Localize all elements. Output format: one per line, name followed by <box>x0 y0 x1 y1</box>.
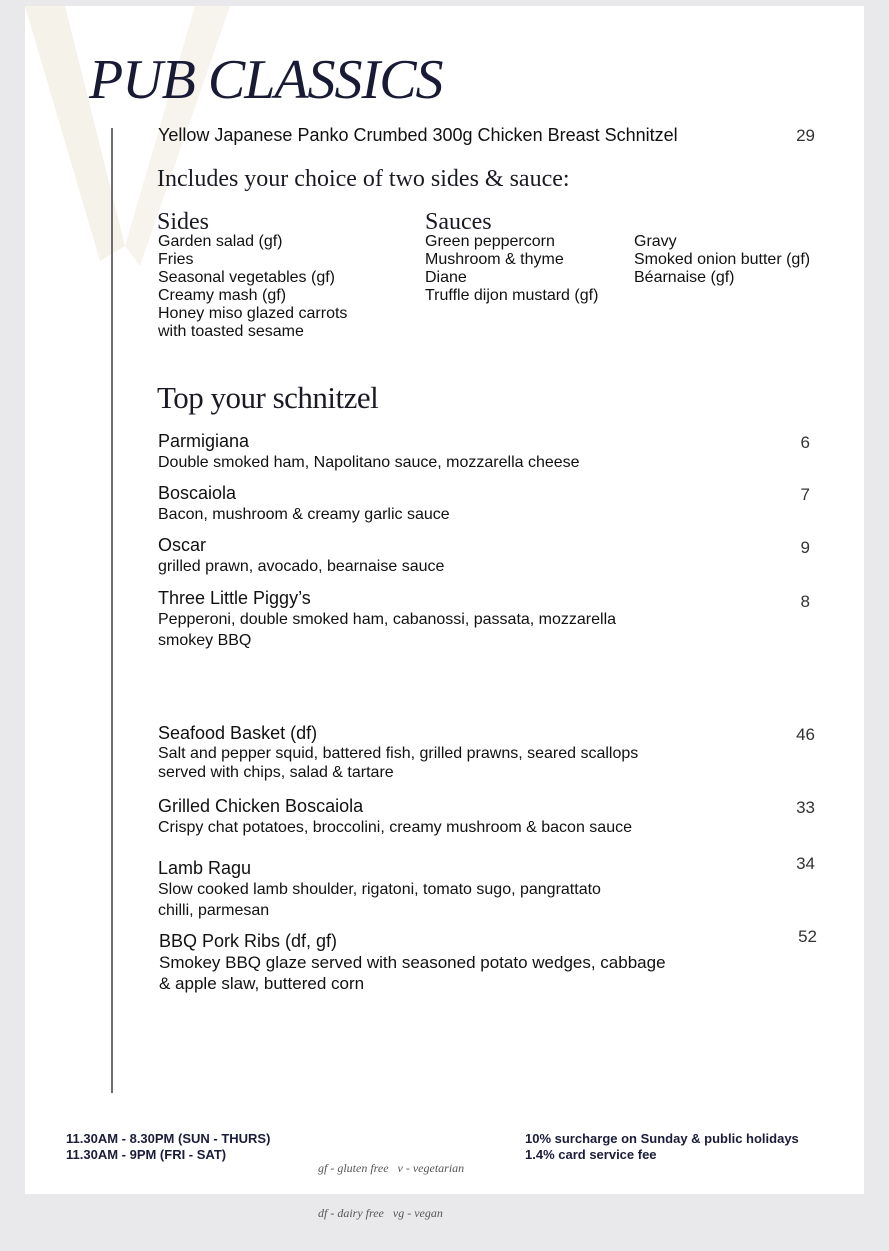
sides-list <box>158 233 347 341</box>
item-price: 8 <box>800 592 810 611</box>
item-desc: grilled prawn, avocado, bearnaise sauce <box>158 558 445 575</box>
item-price: 33 <box>796 798 815 817</box>
item-name: BBQ Pork Ribs (df, gf) <box>159 931 338 951</box>
item-desc: Bacon, mushroom & creamy garlic sauce <box>158 506 450 523</box>
main-grilled-chicken-boscaiola <box>158 796 632 838</box>
list-item: Gravy <box>634 233 677 250</box>
list-item: Smoked onion butter (gf) <box>634 251 811 268</box>
page-title: PUB CLASSICS <box>89 49 443 111</box>
item-price: 34 <box>796 854 815 873</box>
item-desc: & apple slaw, buttered corn <box>159 974 365 993</box>
sauces-list-2 <box>634 233 810 287</box>
dietary-key <box>318 1131 464 1251</box>
item-desc: Double smoked ham, Napolitano sauce, mozzarella cheese <box>158 454 580 471</box>
item-price: 7 <box>800 485 810 504</box>
item-name: Boscaiola <box>158 483 237 503</box>
item-desc: Crispy chat potatoes, broccolini, creamy mushroom & bacon sauce <box>158 819 632 836</box>
opening-hours <box>66 1131 270 1163</box>
list-item: Creamy mash (gf) <box>158 287 287 304</box>
schnitzel-name: Yellow Japanese Panko Crumbed 300g Chicken Breast Schnitzel <box>158 125 678 145</box>
list-item: Honey miso glazed carrots <box>158 305 348 322</box>
topping-boscaiola <box>158 483 450 525</box>
item-name: Oscar <box>158 535 207 555</box>
list-item: Truffle dijon mustard (gf) <box>425 287 599 304</box>
key-line: gf - gluten free v - vegetarian <box>318 1161 465 1175</box>
list-item: Mushroom & thyme <box>425 251 564 268</box>
topping-oscar <box>158 535 444 577</box>
sides-heading: Sides <box>157 209 210 235</box>
item-name: Seafood Basket (df) <box>158 723 318 743</box>
item-desc: Salt and pepper squid, battered fish, grilled prawns, seared scallops <box>158 745 639 762</box>
item-desc: Smokey BBQ glaze served with seasoned potato wedges, cabbage <box>159 953 666 972</box>
main-lamb-ragu <box>158 858 601 921</box>
item-name: Parmigiana <box>158 431 250 451</box>
hours-line: 11.30AM - 9PM (FRI - SAT) <box>66 1147 227 1162</box>
sauces-list-1 <box>425 233 598 305</box>
main-bbq-pork-ribs <box>159 931 666 994</box>
toppings-heading: Top your schnitzel <box>157 380 379 415</box>
item-name: Three Little Piggy’s <box>158 588 311 608</box>
item-name: Lamb Ragu <box>158 858 252 878</box>
list-item: Fries <box>158 251 194 268</box>
item-price: 52 <box>798 927 817 946</box>
item-desc: chilli, parmesan <box>158 902 270 919</box>
menu-page <box>25 6 864 1220</box>
vertical-divider <box>111 128 113 1093</box>
list-item: Garden salad (gf) <box>158 233 283 250</box>
key-line: df - dairy free vg - vegan <box>318 1206 443 1220</box>
list-item: Béarnaise (gf) <box>634 269 735 286</box>
list-item: Green peppercorn <box>425 233 555 250</box>
main-seafood-basket <box>158 723 638 782</box>
item-desc: smokey BBQ <box>158 632 252 649</box>
note-line: 10% surcharge on Sunday & public holidays <box>525 1131 799 1146</box>
surcharge-notes <box>525 1131 799 1163</box>
item-price: 9 <box>800 538 810 557</box>
includes-note: Includes your choice of two sides & sauce: <box>157 166 570 192</box>
item-desc: Slow cooked lamb shoulder, rigatoni, tomato sugo, pangrattato <box>158 881 601 898</box>
schnitzel-price: 29 <box>796 126 815 145</box>
item-desc: Pepperoni, double smoked ham, cabanossi, passata, mozzarella <box>158 611 617 628</box>
item-price: 6 <box>800 433 810 452</box>
list-item: Seasonal vegetables (gf) <box>158 269 335 286</box>
list-item: Diane <box>425 269 467 286</box>
topping-three-little-piggys <box>158 588 616 651</box>
hours-line: 11.30AM - 8.30PM (SUN - THURS) <box>66 1131 271 1146</box>
sauces-heading: Sauces <box>425 209 492 235</box>
item-price: 46 <box>796 725 815 744</box>
item-desc: served with chips, salad & tartare <box>158 764 394 781</box>
list-item: with toasted sesame <box>158 323 304 340</box>
item-name: Grilled Chicken Boscaiola <box>158 796 364 816</box>
topping-parmigiana <box>158 431 580 473</box>
note-line: 1.4% card service fee <box>525 1147 657 1162</box>
